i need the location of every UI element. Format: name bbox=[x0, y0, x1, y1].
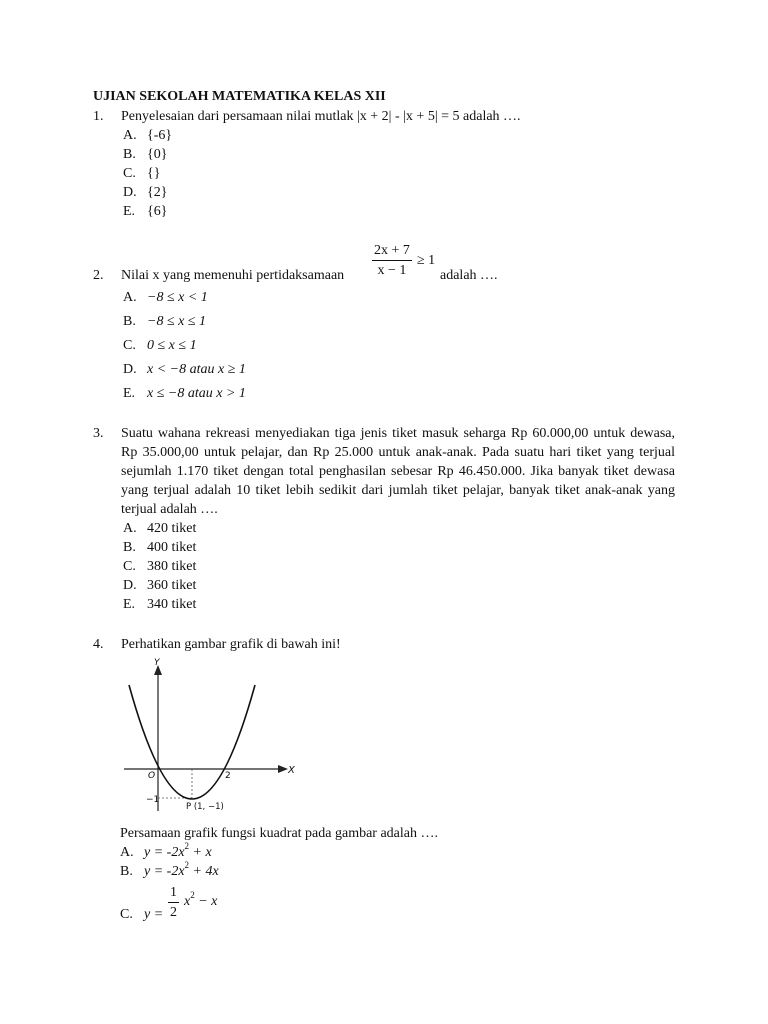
q1-option-d bbox=[123, 183, 167, 202]
vertex-label: P (1, −1) bbox=[186, 802, 224, 812]
q2-option-c bbox=[123, 336, 197, 355]
option-text: 400 tiket bbox=[147, 540, 197, 555]
fraction-denominator: x − 1 bbox=[377, 263, 407, 278]
option-text-prefix: y = -2x bbox=[144, 864, 185, 879]
option-variable: x bbox=[184, 894, 191, 909]
option-letter: A. bbox=[123, 290, 137, 305]
parabola-graph bbox=[120, 655, 302, 815]
q2-fraction bbox=[372, 241, 412, 280]
q4-option-c-fraction bbox=[168, 883, 179, 922]
option-text: {0} bbox=[147, 147, 168, 162]
option-letter: B. bbox=[123, 540, 136, 555]
option-letter: B. bbox=[120, 864, 133, 879]
option-text-prefix: y = -2x bbox=[144, 845, 185, 860]
option-text-suffix: + 4x bbox=[189, 864, 219, 879]
option-letter: E. bbox=[123, 386, 136, 401]
fraction-numerator: 2x + 7 bbox=[374, 243, 410, 258]
option-text: {-6} bbox=[147, 128, 173, 143]
question-4 bbox=[93, 635, 675, 654]
question-text: Nilai x yang memenuhi pertidaksamaan bbox=[121, 268, 345, 283]
q2-option-e bbox=[123, 384, 246, 403]
q4-option-c bbox=[120, 905, 163, 924]
q3-option-c bbox=[123, 557, 196, 576]
q3-option-b bbox=[123, 538, 196, 557]
option-letter: C. bbox=[123, 338, 136, 353]
option-text: {6} bbox=[147, 204, 168, 219]
option-letter: D. bbox=[123, 362, 137, 377]
option-letter: C. bbox=[123, 166, 136, 181]
option-letter: B. bbox=[123, 147, 136, 162]
option-text: {} bbox=[147, 166, 161, 181]
option-text: −8 ≤ x < 1 bbox=[147, 290, 208, 305]
q2-suffix: adalah …. bbox=[440, 268, 498, 283]
option-exponent: 2 bbox=[184, 860, 190, 871]
question-text: Penyelesaian dari persamaan nilai mutlak |x + 2| - |x + 5| = 5 adalah …. bbox=[121, 109, 521, 124]
question-text: Perhatikan gambar grafik di bawah ini! bbox=[121, 637, 341, 652]
option-text: {2} bbox=[147, 185, 168, 200]
option-text: 420 tiket bbox=[147, 521, 197, 536]
q4-option-c-tail bbox=[184, 892, 217, 911]
q3-option-d bbox=[123, 576, 196, 595]
option-text: −8 ≤ x ≤ 1 bbox=[147, 314, 207, 329]
option-text: 0 ≤ x ≤ 1 bbox=[147, 338, 197, 353]
option-letter: A. bbox=[120, 845, 134, 860]
x-axis-label: X bbox=[288, 765, 295, 776]
option-letter: A. bbox=[123, 128, 137, 143]
q1-option-a bbox=[123, 126, 172, 145]
option-letter: D. bbox=[123, 185, 137, 200]
option-text: x ≤ −8 atau x > 1 bbox=[147, 386, 246, 401]
x-tick-label: 2 bbox=[225, 771, 231, 781]
q4-option-b bbox=[120, 862, 219, 881]
option-text: 340 tiket bbox=[147, 597, 197, 612]
question-text: Suatu wahana rekreasi menyediakan tiga jenis tiket masuk seharga Rp 60.000,00 untuk dewasa, Rp 35.000,00 untuk pelajar, dan Rp 25.000 untuk anak-anak. Pada suatu hari tiket yang terjual sejumlah 1.170 tiket dengan total penghasilan sebesar Rp 46.450.000. Jika banyak tiket dewasa yang terjual adalah 10 tiket lebih sedikit dari jumlah tiket pelajar, banyak tiket anak-anak yang terjual adalah …. bbox=[121, 426, 675, 517]
option-exponent: 2 bbox=[190, 890, 195, 901]
option-text: 380 tiket bbox=[147, 559, 197, 574]
option-letter: E. bbox=[123, 204, 136, 219]
option-letter: B. bbox=[123, 314, 136, 329]
option-text-suffix: + x bbox=[189, 845, 212, 860]
question-number: 1. bbox=[93, 109, 104, 124]
y-tick-label: −1 bbox=[146, 795, 160, 805]
question-3 bbox=[93, 424, 675, 524]
question-number: 4. bbox=[93, 637, 104, 652]
option-text: 360 tiket bbox=[147, 578, 197, 593]
option-text-suffix: − x bbox=[194, 894, 218, 909]
option-text-prefix: y = bbox=[144, 907, 164, 922]
option-letter: D. bbox=[123, 578, 137, 593]
option-text: x < −8 atau x ≥ 1 bbox=[147, 362, 246, 377]
fraction-denominator: 2 bbox=[170, 905, 177, 920]
option-letter: C. bbox=[120, 907, 133, 922]
q3-option-a bbox=[123, 519, 196, 538]
q2-option-d bbox=[123, 360, 246, 379]
option-letter: C. bbox=[123, 559, 136, 574]
q1-option-e bbox=[123, 202, 167, 221]
q4-prompt: Persamaan grafik fungsi kuadrat pada gambar adalah …. bbox=[120, 826, 438, 841]
q4-option-a bbox=[120, 843, 212, 862]
q2-option-b bbox=[123, 312, 206, 331]
q1-option-c bbox=[123, 164, 160, 183]
option-letter: A. bbox=[123, 521, 137, 536]
option-exponent: 2 bbox=[184, 841, 190, 852]
question-1 bbox=[93, 107, 675, 126]
option-letter: E. bbox=[123, 597, 136, 612]
question-number: 3. bbox=[93, 426, 104, 441]
q2-option-a bbox=[123, 288, 208, 307]
q3-option-e bbox=[123, 595, 196, 614]
exam-title: UJIAN SEKOLAH MATEMATIKA KELAS XII bbox=[93, 89, 386, 104]
x-axis-arrow bbox=[278, 765, 288, 773]
y-axis-label: Y bbox=[154, 658, 160, 668]
question-number: 2. bbox=[93, 268, 104, 283]
q1-option-b bbox=[123, 145, 167, 164]
origin-label: O bbox=[148, 771, 156, 781]
q2-relation: ≥ 1 bbox=[417, 253, 436, 268]
fraction-numerator: 1 bbox=[170, 885, 177, 900]
